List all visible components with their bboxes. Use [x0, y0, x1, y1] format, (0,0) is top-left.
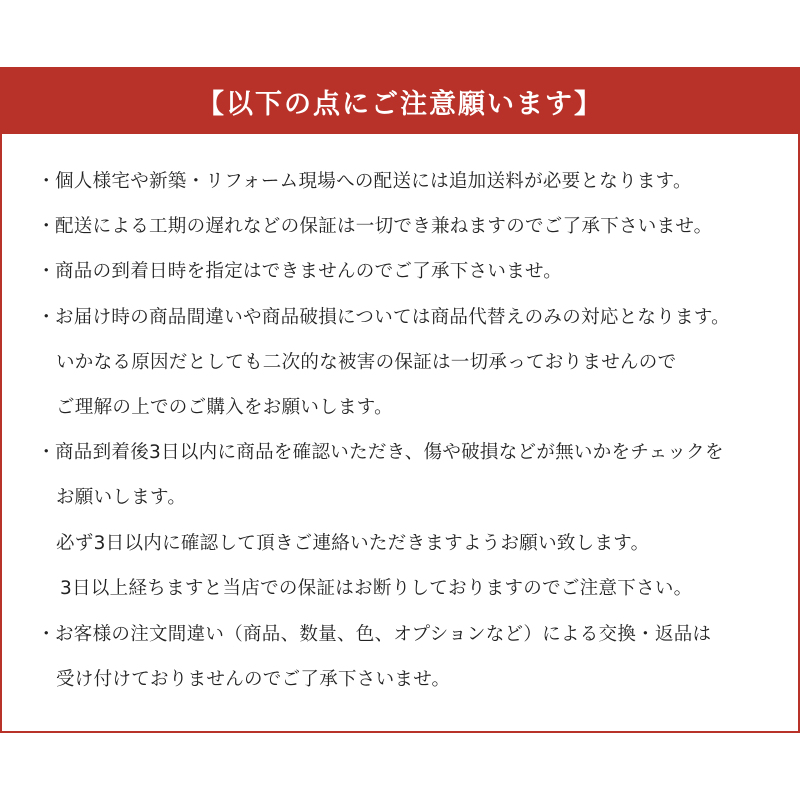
bullet-mark: ・ [37, 261, 56, 282]
notice-item-2 [37, 207, 712, 247]
bullet-mark: ・ [37, 216, 56, 237]
bullet-mark: ・ [37, 442, 56, 463]
bullet-mark: ・ [37, 624, 56, 645]
notice-item-4-continuation: ご理解の上でのご購入をお願いします。 [56, 397, 393, 418]
notice-text: お届け時の商品間違いや商品破損については商品代替えのみの対応となります。 [55, 307, 730, 328]
notice-item-5-continuation: 3日以上経ちますと当店での保証はお断りしておりますのでご注意下さい。 [60, 578, 693, 599]
notice-item-5 [37, 433, 724, 473]
notice-panel [0, 67, 800, 733]
notice-text: お客様の注文間違い（商品、数量、色、オプションなど）による交換・返品は [55, 624, 712, 645]
notice-header [2, 69, 798, 134]
notice-item-5-continuation: 必ず3日以内に確認して頂きご連絡いただきますようお願い致します。 [56, 533, 650, 554]
notice-item-3 [37, 252, 562, 292]
notice-text: 配送による工期の遅れなどの保証は一切でき兼ねますのでご了承下さいませ。 [55, 216, 713, 237]
notice-text: 商品の到着日時を指定はできませんのでご了承下さいませ。 [55, 261, 563, 282]
notice-item-4 [37, 298, 730, 338]
notice-item-1 [37, 162, 692, 202]
notice-title: 【以下の点にご注意願います】 [197, 89, 603, 120]
notice-item-4-continuation: いかなる原因だとしても二次的な被害の保証は一切承っておりませんので [56, 352, 677, 373]
notice-item-6-continuation: 受け付けておりませんのでご了承下さいませ。 [56, 669, 451, 690]
notice-text: 個人様宅や新築・リフォーム現場への配送には追加送料が必要となります。 [55, 171, 692, 192]
notice-item-6 [37, 615, 711, 655]
notice-text: 商品到着後3日以内に商品を確認いただき、傷や破損などが無いかをチェックを [55, 442, 724, 463]
bullet-mark: ・ [37, 171, 56, 192]
bullet-mark: ・ [37, 307, 56, 328]
notice-item-5-continuation: お願いします。 [56, 487, 187, 508]
